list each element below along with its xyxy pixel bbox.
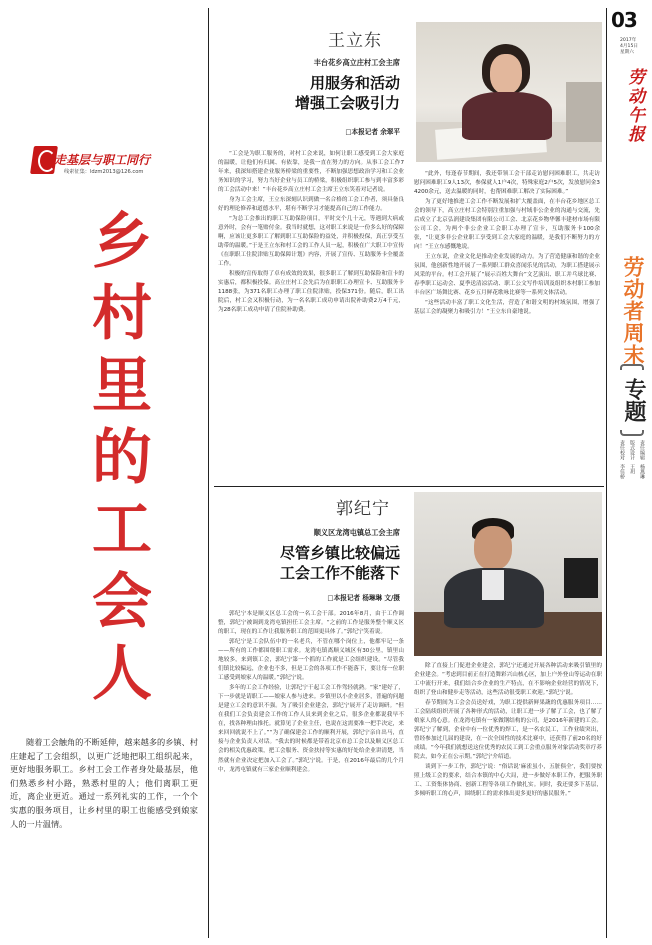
story2-c2-p3: 谈到下一步工作，郭纪宁说：“俗话说‘麻雀虽小，五脏俱全’，我们要按照上级工会的要求，结合本镇的中心大局，进一步做好本职工作，把服务职工、工资集体协商、创新工程等各项工作做扎实。同时，我还要多下基层，多倾听职工的心声，围绕职工的需求推出更多更好的惠民服务。” — [414, 764, 602, 798]
section-bracket-bottom — [620, 430, 644, 436]
section-bracket-top — [620, 364, 644, 370]
story2-c2-p1: 除了直接上门促进企业建会，郭纪宁还通过开展各种活动来吸引镇里的企业建会。“考虑到目前正在打造舞彩兴山核心区，加上户外登山等运动在职工中流行开来，我们结合乡企业的生产特点，在不影响企业经营的情况下，组织了登山和健步走等活动，这些活动很受职工欢迎。”郭纪宁说。 — [414, 663, 602, 697]
paper-name-logo: 劳动午报 — [624, 68, 644, 144]
story2-c2-p2: 春节期间为工会会员送好戏，为职工提供新鲜果蔬的优惠服务项目……工会陆续组织开展了各种形式的活动，让职工进一步了解了工会，也了解了娘家人的心意。在龙湾屯镇有一家做钢结构的公司，是2016年新建的工会。郭纪宁了解到，企业中有一位优秀的焊工，是一名农民工，工作业绩突出，曾经参加过几届的建设，在一次全国性的技术比赛中，还获得了前20名的好成绩。“今年我们就想送这位优秀的农民工到工会重点服务对象活动奖章疗养院去，如今正在公示期。”郭纪宁介绍道。 — [414, 699, 602, 761]
story1-c1-p4: 积极的宣传取得了卓有成效的效果，很多职工了解到互助保险和宣卡的实惠后，都积极投保。高立庄村工会先后为在职职工办理宣卡、互助服务卡1188张，为371名职工办理了职工住院津贴，投保371份。随后，职工出院后，村工会又积极行动，为一名名职工成功申请出院补助费2万4千元，为28名职工成功申请了住院补助费。 — [218, 270, 404, 314]
story1-column-1 — [218, 150, 404, 482]
story1-c2-p1: “此外，每逢春节期间，我还带领工会干部走访慰问困难职工，共走访慰问困难职工9人13次，参保就人1户4次，特殊家庭2户5次，发放慰问金34200余元，送去温暖的同时，也帮困难职工解决了实际困难。” — [414, 171, 600, 196]
section-sub: 专题 — [621, 378, 646, 422]
column-logo-email: 线索征集：ldzm2013@126.com — [64, 169, 144, 175]
photo-monitor — [564, 558, 598, 598]
issue-date: 2017年 4月15日 星期六 — [620, 38, 638, 55]
story1-byline: □本报记者 余翠平 — [345, 128, 400, 136]
story1-c2-p4: “这些活动丰富了职工文化生活，营造了和谐文明的村域氛围，增强了基层工会的凝聚力和吸引力！”王立东自豪地说。 — [414, 299, 600, 315]
headline-char-3: 里 — [92, 351, 152, 421]
story1-role: 丰台花乡高立庄村工会主席 — [313, 58, 400, 67]
headline-char-2: 村 — [92, 279, 152, 349]
headline-char-4: 的 — [92, 423, 152, 493]
story2-photo — [414, 492, 602, 656]
headline-char-7: 人 — [92, 639, 152, 709]
credit-label-3: 责任校对 — [619, 440, 625, 460]
left-column-rule — [208, 8, 209, 938]
story1-title-line2: 增强工会吸引力 — [294, 94, 400, 112]
editor-credits — [614, 440, 648, 500]
right-column-rule — [606, 8, 607, 938]
story2-c1-p3: 多年的工会工作经验，让郭纪宁干起工会工作驾轻就熟。“家”建好了，下一步就是请职工——娘家人参与进来。乡镇里以小企业居多，普遍的问题是建立工会的意识不强。为了吸引企业建会，郭纪宁展开了走访调研。“但在我们工会负责建会工作的工作人员来到企业之后，很多企业都说我早不在，找各种理由推托。就算见了企业主任，也说在这需要准一把手决定，来来回回就说不上了。”“为了确保建会工作的顺利开展，郭纪宁亲自出马，直接与企业负责人对话。“我去的时候都是带着北京市总工会以及顺义区总工会的相关优惠政策，把工会服务、资金扶持等实惠的好处给企业讲清楚，当然就有企业决定把加入工会了。”郭纪宁说。于是，在2016年最后的几个月中，龙湾屯镇就有三家企业顺利建会。 — [218, 684, 404, 773]
page-number: 03 — [611, 8, 637, 32]
credit-label-1: 责任编辑 — [639, 440, 645, 460]
credit-value-2: 王玥 — [629, 464, 635, 474]
story1-person: 王立东 — [328, 31, 382, 51]
story2-column-1 — [218, 610, 404, 936]
credit-value-1: 杨燕琳 — [639, 464, 645, 479]
story2-c1-p1: 郭纪宁本是顺义区总工会的一名工会干部。2016年8月，由于工作调整，郭纪宁被调到龙湾屯镇担任工会主席。“之前的工作是服务整个顺义区的职工，现在的工作让我服务职工的范围更具体了。”郭纪宁笑着说。 — [218, 611, 404, 636]
story1-c1-p3: “为总工会推出的职工互助保险项目，平时交个几十元，等遇到大病或意外时，会有一笔赔付金。我当时就想，这对职工来说是一份多么好的保障啊，应该让更多职工了解到职工互助保险的益处，并积极投保，真正享受互助带的温暖。”于是王立东和村工会的工作人员一起，积极在广大职工中宣传《在职职工住院津贴互助保障计划》内容，开展了宣传、互助服务卡全覆盖工作。 — [218, 215, 404, 268]
photo-books — [566, 82, 602, 142]
story2-column-2 — [414, 662, 602, 938]
story1-c2-p3: 王立东说，企业文化是推动企业发展的动力。为了营造健康和谐的企业氛围，他创新性地开展了一系列职工群众喜闻乐见的活动，为职工搭建展示风采的平台。村工会开展了“展示百姓大舞台”文艺演出、职工并乓球比赛、春季职工运动会、夏季送清凉活动、职工公文写作培训及组织本村职工参加丰台区广场舞比赛、花乡五月鲜花歌咏比赛等一系列文体活动。 — [414, 253, 600, 297]
story1-title-line1: 用服务和活动 — [309, 74, 400, 92]
column-logo-title: 走基层与职工同行 — [54, 153, 151, 167]
story1-photo — [416, 22, 602, 162]
headline-char-6: 会 — [92, 567, 152, 637]
photo-person-face — [490, 54, 522, 94]
section-title: 劳动者周末 — [621, 256, 645, 366]
story1-c1-p1: “工会是为职工服务的，对村工会来说，如何让职工感受到工会大家庭的温暖，让他们有归属、有依靠，是我一直在努力的方向。从事工会工作7年来，我深知搭建企业服务桥梁的重要性，不断加强思想政治学习和工会业务知识的学习，努力当好企业与员工的桥梁，积极组织职工参与到丰富多彩的工会活动中来！”丰台花乡高立庄村工会主席王立东笑着对记者说。 — [218, 151, 404, 194]
column-logo — [28, 146, 178, 186]
story1-column-2 — [414, 170, 600, 470]
story-divider — [214, 486, 604, 487]
story2-person: 郭纪宁 — [336, 499, 390, 519]
photo-person-shirt — [482, 570, 504, 600]
story2-byline: □本报记者 杨琳琳 文/摄 — [327, 594, 400, 602]
story1-c1-p2: 身为工会主席，王立东深刻认识到做一名合格的工会工作者，须具备良好的理论修养和道德水平，堪有不断学习才能提高自己的工作能力。 — [218, 196, 404, 213]
photo-person-body — [462, 92, 552, 140]
credit-label-2: 版式设计 — [629, 440, 635, 460]
story1-c2-p2: 为了更好地推进工会工作不断发展和扩大覆盖面，在丰台花乡地区总工会的领导下，高立庄村工会特别注重加强与村域非公企业的沟通与交流，先后成立了北京弘润建设集团有限公司工会、北京花乡物华馨丰建材市场有限公司工会，为两个非公企业工会职工办理了宣卡，互助服务卡100余张，“让更多非公企业职工享受到工会大家庭的温暖，是我们不断努力的方向！”王立东感慨地说。 — [414, 198, 600, 251]
photo-person-face — [474, 526, 512, 570]
intro-paragraph: 随着工会触角的不断延伸，越来越多的乡镇、村庄建起了工会组织，以更广泛地把职工组织起来，更好地服务职工。乡村工会工作者身处最基层，他们熟悉乡村小路，熟悉村里的人；他们离职工更近，离企业更近。通过一系列礼实的工作，一个个实惠的服务项目，让乡村里的职工也能感受到娘家人的一片温情。 — [10, 737, 198, 829]
main-headline — [62, 206, 182, 710]
story2-role: 顺义区龙湾屯镇总工会主席 — [313, 528, 400, 537]
masthead-strip — [610, 8, 650, 938]
story2-title-line2: 工会工作不能落下 — [279, 564, 400, 582]
headline-char-1: 乡 — [92, 207, 152, 277]
credit-value-3: 李佳桥 — [619, 464, 625, 479]
headline-char-5: 工 — [92, 495, 152, 565]
story2-c1-p2: 郭纪宁是工会队伍中的一名老兵，不管在哪个岗位上，他都牢记一条——所有的工作都围绕职工需求。龙湾屯镇离顺义城区有30公里，镇里山地较多，来到镇工会，郭纪宁第一个抓的工作就是工会组织建设。“尽管我们镇比较偏远，企业也不多，但是工会的各项工作不能落下，要让每一位职工感受到娘家人的温暖。”郭纪宁说。 — [218, 638, 404, 682]
story2-title-line1: 尽管乡镇比较偏远 — [279, 544, 400, 562]
